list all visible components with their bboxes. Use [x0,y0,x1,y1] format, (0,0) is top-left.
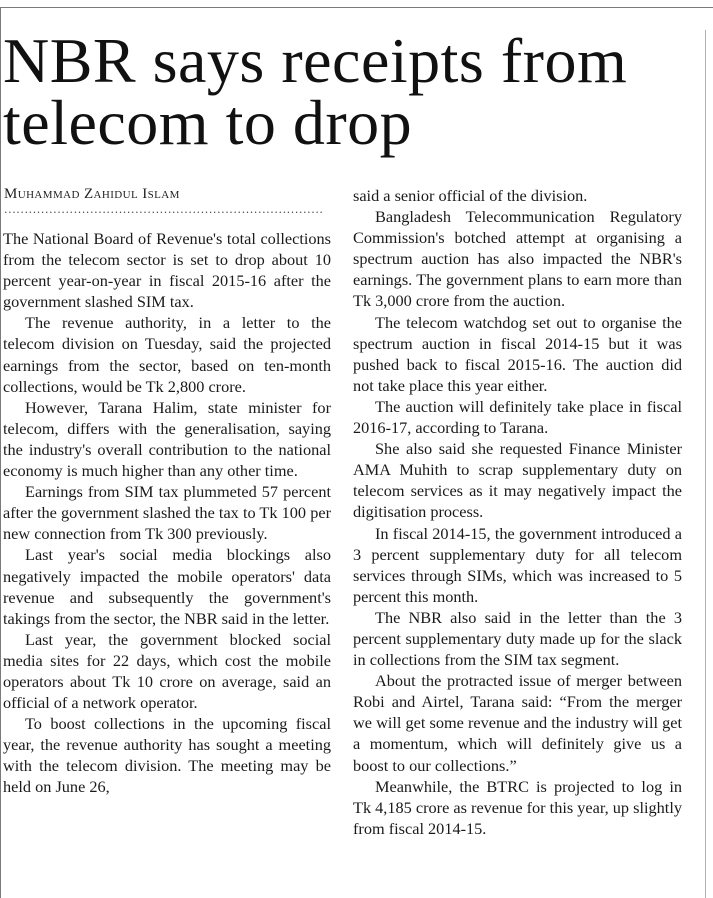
article-column-1 [3,228,331,798]
paragraph: Last year's social media blockings also negatively impacted the mobile operators' data revenue and subsequently the government's takings from the sector, the NBR said in the letter. [3,545,331,628]
paragraph: However, Tarana Halim, state minister for telecom, differs with the generalisation, saying the industry's overall contribution to the national economy is much higher than any other time. [3,397,331,481]
paragraph-continuation: said a senior official of the division. [353,186,588,205]
paragraph: To boost collections in the upcoming fiscal year, the revenue authority has sought a meeting with the telecom division. The meeting may be held on June 26, [3,714,331,797]
paragraph: The NBR also said in the letter than the 3 percent supplementary duty made up for the slack in collections from the SIM tax segment. [353,607,682,670]
paragraph: The National Board of Revenue's total collections from the telecom sector is set to drop about 10 percent year-on-year in fiscal 2015-16 after the government slashed SIM tax. [3,229,331,312]
paragraph: Meanwhile, the BTRC is projected to log in Tk 4,185 crore as revenue for this year, up slightly from fiscal 2014-15. [353,776,682,838]
article-column-2 [353,185,682,839]
paragraph: Last year, the government blocked social media sites for 22 days, which cost the mobile operators about Tk 10 crore on average, said an official of a network operator. [3,629,331,713]
paragraph: The auction will definitely take place in fiscal 2016-17, according to Tarana. [353,396,682,438]
paragraph: Earnings from SIM tax plummeted 57 percent after the government slashed the tax to Tk 100 per new connection from Tk 300 previously. [3,482,331,544]
paragraph: The telecom watchdog set out to organise the spectrum auction in fiscal 2014-15 but it was pushed back to fiscal 2015-16. The auction did not take place this year either. [353,312,682,395]
paragraph: She also said she requested Finance Minister AMA Muhith to scrap supplementary duty on telecom services as it may negatively impact the digitisation process. [353,439,682,522]
clipping-border-top [0,7,713,8]
byline: Muhammad Zahidul Islam [4,186,180,202]
paragraph: About the protracted issue of merger between Robi and Airtel, Tarana said: “From the merger we will get some revenue and the industry will get a momentum, which will definitely give us a boost to our collections.” [353,671,682,775]
paragraph: In fiscal 2014-15, the government introduced a 3 percent supplementary duty for all telecom services through SIMs, which was increased to 5 percent this month. [353,523,682,606]
paragraph: The revenue authority, in a letter to the telecom division on Tuesday, said the projected earnings from the sector, based on ten-month collections, would be Tk 2,800 crore. [3,313,331,396]
clipping-border-right [705,30,706,898]
clipping-border-left [0,7,1,898]
paragraph: Bangladesh Telecommunication Regulatory Commission's botched attempt at organising a spectrum auction has also impacted the NBR's earnings. The government plans to earn more than Tk 3,000 crore from the auction. [353,207,682,311]
headline: NBR says receipts from telecom to drop [3,25,628,158]
byline-separator: .............................................................................. [4,205,324,215]
